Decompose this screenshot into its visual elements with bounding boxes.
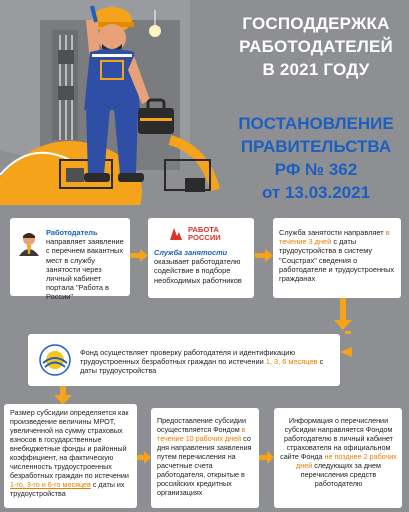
step-7-text-a: Информация о перечислении субсидии направляется Фондом работодателю в личный кабинет страхователя на официальном сайте Фонда [280,416,393,461]
step-2-card [148,218,254,298]
step-6-text-a: Предоставление субсидии осуществляется Фондом [157,416,246,434]
decree-line-1: ПОСТАНОВЛЕНИЕ [238,114,394,133]
decree-line-2: ПРАВИТЕЛЬСТВА [240,137,392,156]
step-5-text-b: с даты их трудоустройства [10,480,125,498]
step-3-text-b: с даты трудоустройства в систему "Соцстрах" сведения о работодателе и трудоустроенных гражданах [279,237,395,284]
step-4-text-a: Фонд осуществляет проверку работодателя и идентификацию трудоустроенных безработных граждан по истечении [80,348,295,367]
step-5-card [4,404,137,508]
decree-date: от 13.03.2021 [261,183,371,202]
step-4-highlight: 1, 3, 6 месяцев [265,357,318,367]
step-6-card [151,408,259,508]
step-1-card [10,218,130,302]
step-2-actor: Служба занятости [154,248,228,257]
rabota-rossii-logo [168,226,249,242]
step-5-highlight: 1-го, 3-го и 6-го месяцев [10,480,91,489]
page-title-line-1: ГОСПОДДЕРЖКА [242,14,390,33]
decree-line-3: РФ № 362 [274,160,358,179]
step-3-text-a: Служба занятости направляет [279,228,384,237]
logo-line-1: РАБОТА [188,225,219,234]
step-3-highlight: в течение 3 дней [279,228,390,247]
step-1-text: направляет заявление с перечнем вакантных мест в службу занятости через личный кабинет портала "Работа в России" [46,237,124,302]
step-3-card [273,218,401,298]
title-block [232,12,400,81]
step-4-card [28,334,340,386]
rabota-rossii-logo-icon [168,226,184,242]
step-7-text-b: следующих за днем перечисления средств работодателю [300,461,381,488]
social-fund-emblem-icon [38,343,72,377]
step-5-text-a: Размер субсидии определяется как произведение величины МРОТ, увеличенной на сумму страховых взносов в государственные внебюджетные фонды и районный коэффициент, на фактическую численность трудоустроенных безработных граждан по истечении [10,408,129,480]
step-2-text: оказывает работодателю содействие в подборе необходимых работников [154,257,242,285]
page-title-line-3: В 2021 ГОДУ [262,60,370,79]
step-7-card [274,408,402,508]
step-4-text-b: с даты трудоустройства [80,357,324,376]
step-1-actor: Работодатель [46,228,98,237]
worker-illustration [0,0,230,205]
step-6-highlight: в течение 10 рабочих дней [157,425,246,443]
page-title-line-2: РАБОТОДАТЕЛЕЙ [239,37,393,56]
logo-line-2: РОССИИ [188,233,221,242]
decree-block [232,112,400,204]
step-7-highlight: не позднее 2 рабочих дней [296,452,397,470]
step-6-text-b: со дня направления заявления путем перечисления на расчетные счета работодателя, открытые в российских кредитных организациях [157,434,252,497]
employer-avatar-icon [16,230,42,256]
